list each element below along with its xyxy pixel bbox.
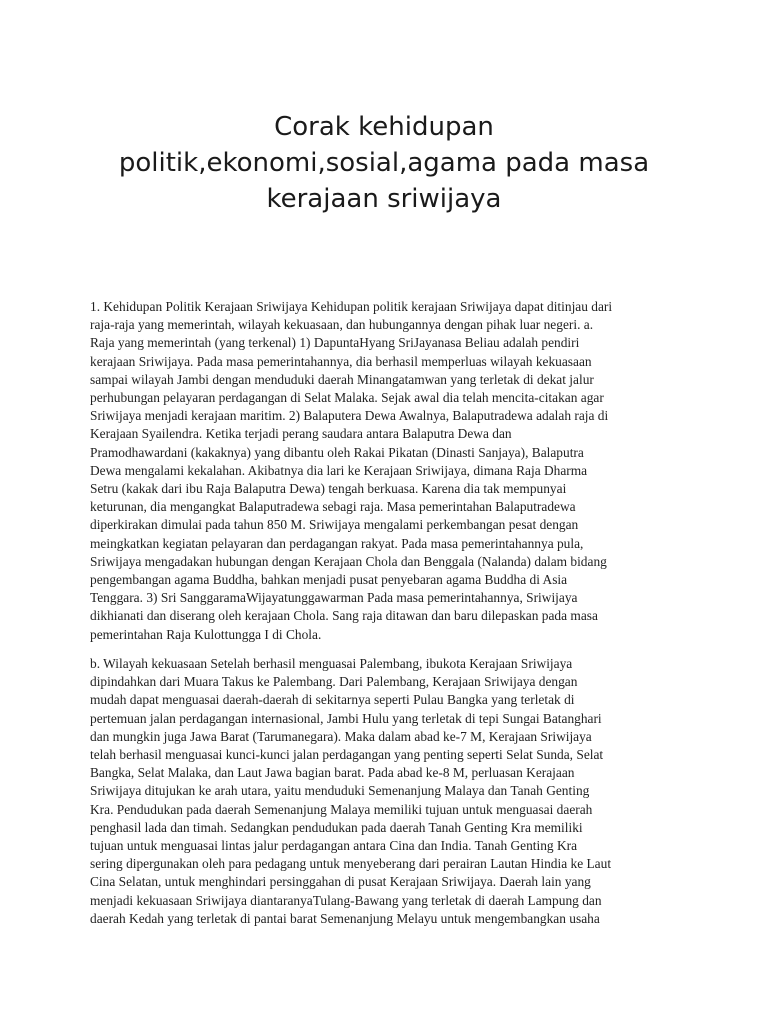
text-line: Tenggara. 3) Sri SanggaramaWijayatunggawarman Pada masa pemerintahannya, Sriwijaya — [90, 590, 578, 606]
text-line: kerajaan Sriwijaya. Pada masa pemerintahannya, dia berhasil memperluas wilayah kekuasaan — [90, 353, 592, 369]
text-line: Dewa mengalami kekalahan. Akibatnya dia lari ke Kerajaan Sriwijaya, dimana Raja Dharma — [90, 462, 588, 478]
text-line: Raja yang memerintah (yang terkenal) 1) DapuntaHyang SriJayanasa Beliau adalah pendiri — [90, 335, 580, 351]
text-line: meingkatkan kegiatan pelayaran dan perdagangan rakyat. Pada masa pemerintahannya pula, — [90, 535, 584, 551]
title-line: Corak kehidupan — [274, 112, 494, 142]
document-title — [60, 109, 708, 217]
text-line: diperkirakan dimulai pada tahun 850 M. Sriwijaya mengalami perkembangan pesat dengan — [90, 517, 579, 533]
text-line: sering dipergunakan oleh para pedagang untuk menyeberang dari perairan Lautan Hindia ke Laut — [90, 856, 612, 872]
text-line: Sriwijaya menjadi kerajaan maritim. 2) Balaputera Dewa Awalnya, Balaputradewa adalah raja di — [90, 408, 609, 424]
text-line: dipindahkan dari Muara Takus ke Palembang. Dari Palembang, Kerajaan Sriwijaya dengan — [90, 674, 578, 690]
text-line: Setru (kakak dari ibu Raja Balaputra Dewa) tengah berkuasa. Karena dia tak mempunyai — [90, 481, 567, 497]
paragraph-territory — [90, 655, 690, 928]
text-line: raja-raja yang memerintah, wilayah kekuasaan, dan hubungannya dengan pihak luar negeri. a. — [90, 317, 594, 333]
text-line: Kerajaan Syailendra. Ketika terjadi perang saudara antara Balaputra Dewa dan — [90, 426, 512, 442]
text-line: daerah Kedah yang terletak di pantai barat Semenanjung Melayu untuk mengembangkan usaha — [90, 910, 600, 926]
title-line: politik,ekonomi,sosial,agama pada masa — [118, 148, 650, 178]
text-line: 1. Kehidupan Politik Kerajaan Sriwijaya Kehidupan politik kerajaan Sriwijaya dapat ditinjau dari — [90, 299, 613, 314]
paragraph-political-life — [90, 298, 690, 644]
text-line: Sriwijaya mengadakan hubungan dengan Kerajaan Chola dan Benggala (Nalanda) dalam bidang — [90, 553, 607, 569]
text-line: Kra. Pendudukan pada daerah Semenanjung Malaya memiliki tujuan untuk menguasai daerah — [90, 801, 593, 817]
title-line: kerajaan sriwijaya — [266, 184, 502, 214]
text-line: pengembangan agama Buddha, bahkan menjadi pusat penyebaran agama Buddha di Asia — [90, 572, 568, 588]
text-line: Pramodhawardani (kakaknya) yang dibantu oleh Rakai Pikatan (Dinasti Sanjaya), Balaputra — [90, 444, 584, 460]
text-line: dan mungkin juga Jawa Barat (Tarumanegara). Maka dalam abad ke-7 M, Kerajaan Sriwijaya — [90, 728, 592, 744]
text-line: Cina Selatan, untuk menghindari persinggahan di pusat Kerajaan Sriwijaya. Daerah lain yang — [90, 874, 591, 890]
text-line: pertemuan jalan perdagangan internasional, Jambi Hulu yang terletak di tepi Sungai Batanghari — [90, 710, 602, 726]
text-line: menjadi kekuasaan Sriwijaya diantaranyaTulang-Bawang yang terletak di daerah Lampung dan — [90, 892, 602, 908]
text-line: tujuan untuk menguasai lintas jalur perdagangan antara Cina dan India. Tanah Genting Kra — [90, 838, 578, 854]
text-line: keturunan, dia mengangkat Balaputradewa sebagi raja. Masa pemerintahan Balaputradewa — [90, 499, 576, 515]
text-line: sampai wilayah Jambi dengan menduduki daerah Minangatamwan yang terletak di dekat jalur — [90, 371, 594, 387]
text-line: perhubungan pelayaran perdagangan di Selat Malaka. Sejak awal dia telah mencita-citakan agar — [90, 390, 604, 406]
text-line: telah berhasil menguasai kunci-kunci jalan perdagangan yang penting seperti Selat Sunda, Selat — [90, 747, 604, 763]
text-line: pemerintahan Raja Kulottunggа I di Chola. — [90, 626, 322, 642]
text-line: Sriwijaya ditujukan ke arah utara, yaitu menduduki Semenanjung Malaya dan Tanah Genting — [90, 783, 590, 799]
text-line: penghasil lada dan timah. Sedangkan pendudukan pada daerah Tanah Genting Kra memiliki — [90, 819, 583, 835]
text-line: b. Wilayah kekuasaan Setelah berhasil menguasai Palembang, ibukota Kerajaan Sriwijaya — [90, 656, 573, 671]
text-line: dikhianati dan diserang oleh kerajaan Chola. Sang raja ditawan dan baru dilepaskan pada masa — [90, 608, 598, 624]
text-line: mudah dapat menguasai daerah-daerah di sekitarnya seperti Pulau Bangka yang terletak di — [90, 692, 575, 708]
text-line: Bangka, Selat Malaka, dan Laut Jawa bagian barat. Pada abad ke-8 M, perluasan Kerajaan — [90, 765, 575, 781]
